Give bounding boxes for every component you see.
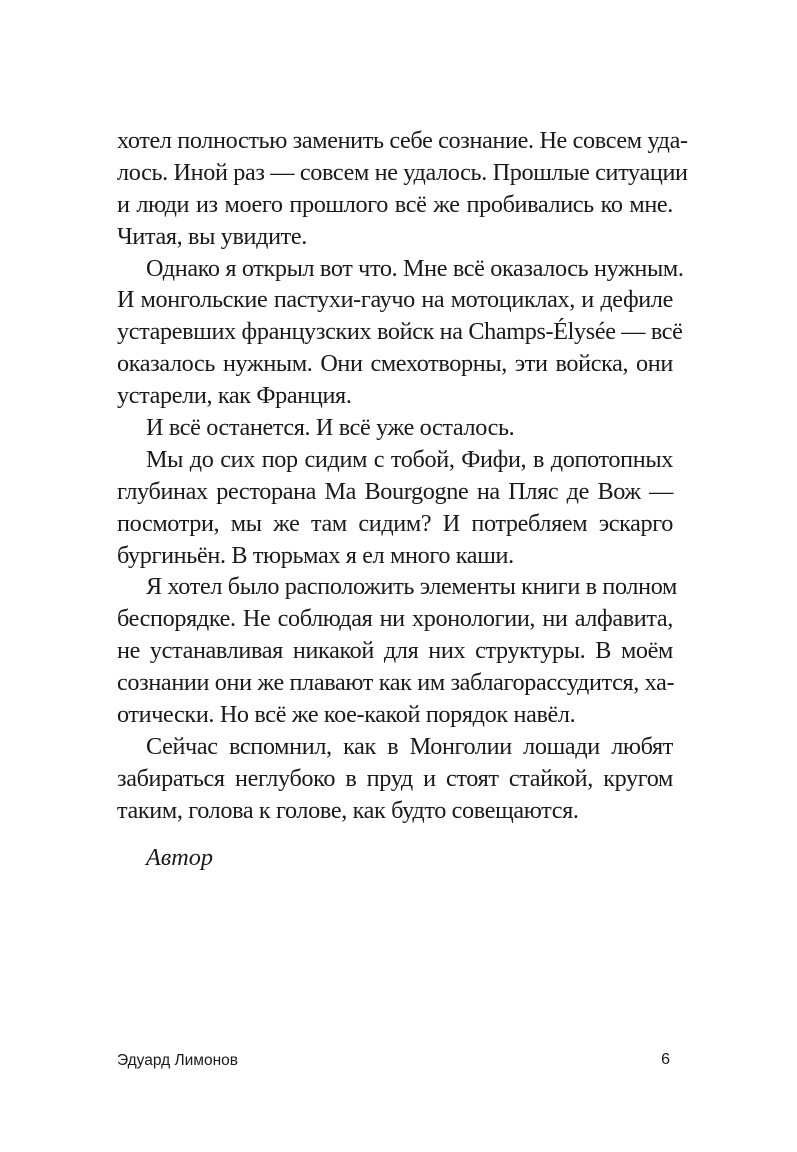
text-line: И всё останется. И всё уже осталось. — [146, 414, 515, 442]
text-line: забираться неглубоко в пруд и стоят стайкой, кругом — [117, 764, 673, 792]
paragraph — [117, 412, 673, 444]
text-line: бургиньён. В тюрьмах я ел много каши. — [117, 541, 514, 569]
page-number: 6 — [661, 1051, 670, 1068]
paragraph — [117, 253, 684, 412]
text-line: не устанавливая никакой для них структуры. В моём — [117, 637, 673, 665]
footer-author: Эдуард Лимонов — [117, 1052, 239, 1069]
text-line: и люди из моего прошлого всё же пробивались ко мне. — [117, 190, 673, 218]
text-line: глубинах ресторана Ma Bourgogne на Пляс де Вож — — [117, 477, 673, 505]
paragraph — [117, 731, 673, 827]
text-line: посмотри, мы же там сидим? И потребляем эскарго — [117, 509, 673, 537]
text-line: устарели, как Франция. — [117, 382, 352, 410]
paragraph — [117, 444, 673, 572]
text-line: оказалось нужным. Они смехотворны, эти войска, они — [117, 350, 673, 378]
text-line: хотел полностью заменить себе сознание. Не совсем уда- — [117, 127, 688, 154]
paragraph — [117, 125, 688, 253]
text-line: беспорядке. Не соблюдая ни хронологии, ни алфавита, — [117, 605, 673, 633]
signature: Автор — [146, 844, 213, 871]
text-line: Я хотел было расположить элементы книги в полном — [146, 573, 677, 601]
text-line: Читая, вы увидите. — [117, 222, 307, 250]
paragraph — [117, 571, 677, 730]
text-line: Мы до сих пор сидим с тобой, Фифи, в допотопных — [146, 445, 673, 473]
text-line: сознании они же плавают как им заблагорассудится, ха- — [117, 669, 675, 697]
body-text — [117, 125, 688, 827]
text-line: И монгольские пастухи-гаучо на мотоциклах, и дефиле — [117, 286, 673, 314]
text-line: устаревших французских войск на Champs-Élysée — всё — [117, 318, 683, 346]
text-line: таким, голова к голове, как будто совещаются. — [117, 796, 579, 824]
text-line: лось. Иной раз — совсем не удалось. Прошлые ситуации — [117, 158, 688, 186]
text-line: Однако я открыл вот что. Мне всё оказалось нужным. — [146, 254, 684, 282]
text-line: Сейчас вспомнил, как в Монголии лошади любят — [146, 732, 673, 760]
text-line: отически. Но всё же кое-какой порядок навёл. — [117, 701, 576, 729]
